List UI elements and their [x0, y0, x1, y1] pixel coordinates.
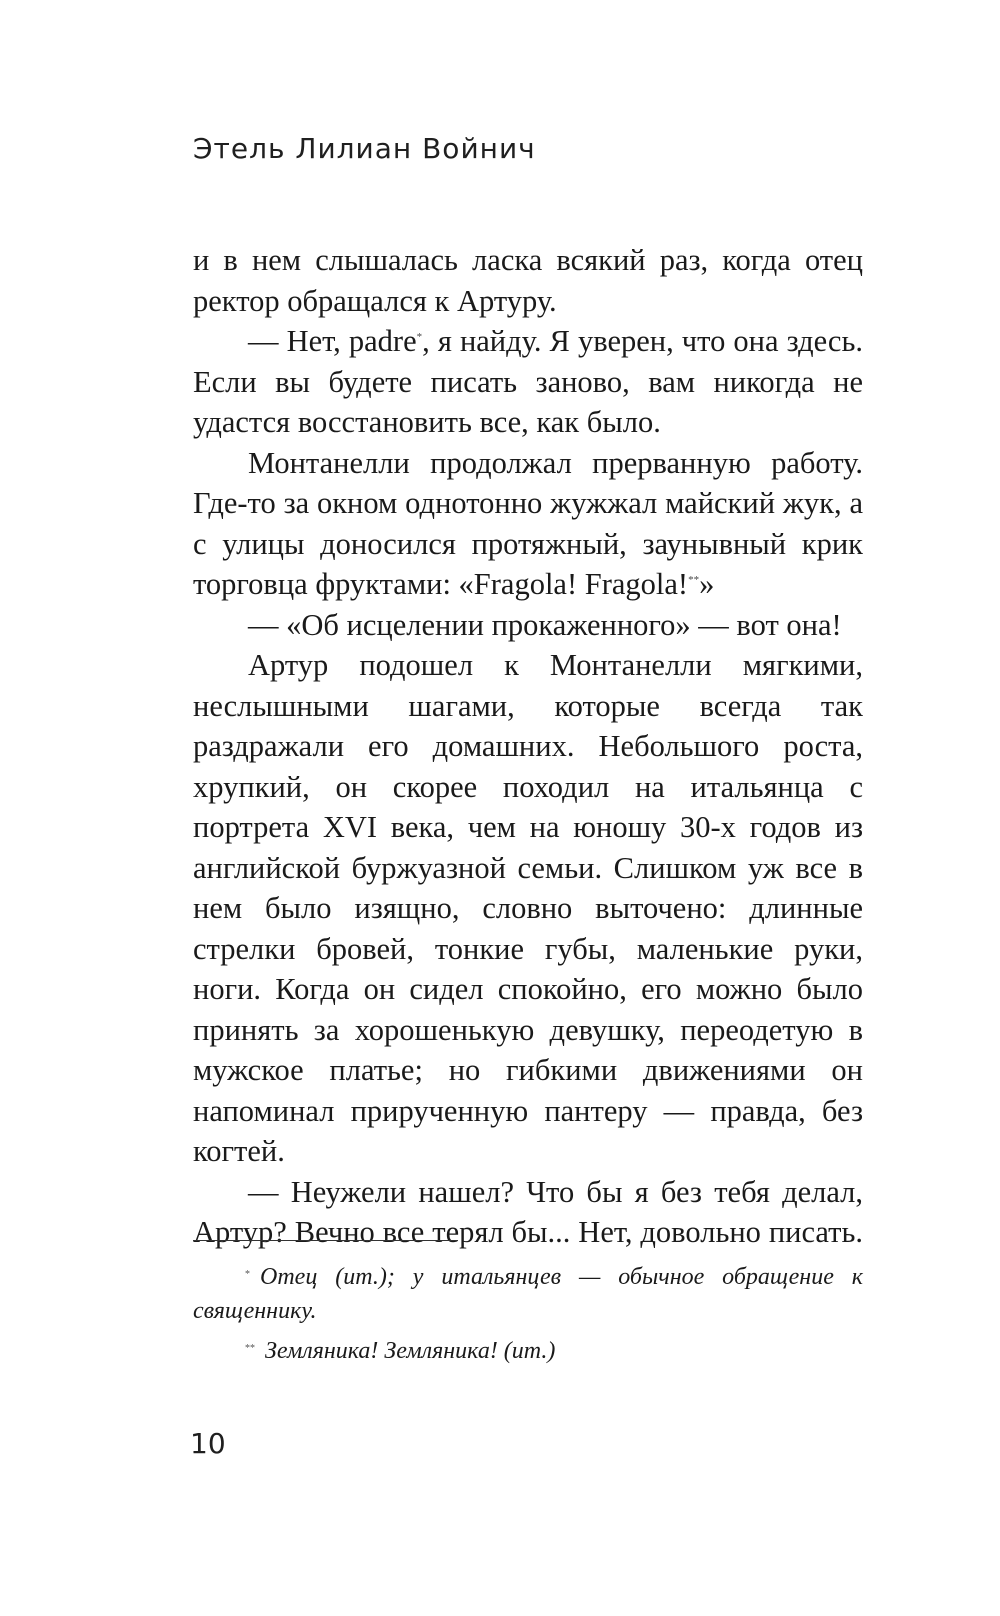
paragraph-4: — «Об исцелении прокаженного» — вот она! [248, 607, 842, 642]
paragraph-2-start: — Нет, padre [248, 324, 417, 358]
paragraph-1: и в нем слышалась ласка всякий раз, когда отец ректор обращался к Артуру. [193, 243, 863, 318]
paragraph-5: Артур подошел к Монтанелли мягкими, неслышными шагами, которые всегда так раздражали его домашних. Небольшого роста, хрупкий, он скорее походил на итальянца с портрета XVI века, чем на юношу 30-х годов из английской буржуазной семьи. Слишком уж все в нем было изящно, словно выточено: длинные стрелки бровей, тонкие губы, маленькие руки, ноги. Когда он сидел спокойно, его можно было принять за хорошенькую девушку, переодетую в мужское платье; но гибкими движениями он напоминал прирученную пантеру — правда, без когтей. [193, 648, 863, 1168]
footnote-1-text: Отец (ит.); у итальянцев — обычное обращение к священнику. [193, 1264, 863, 1324]
footnote-marker-1[interactable]: * [416, 331, 423, 343]
footnote-divider [193, 1240, 458, 1241]
footnote-1-marker: * [245, 1269, 250, 1280]
footnote-2-text: Земляника! Земляника! (ит.) [265, 1338, 556, 1364]
paragraph-2-end: , я найду. Я уверен, что она здесь. Если вы будете писать заново, вам никогда не удастся восстановить все, как было. [193, 324, 863, 439]
footnote-2 [193, 1334, 863, 1368]
main-text [193, 240, 863, 1253]
footnote-marker-2[interactable]: ** [688, 574, 700, 586]
running-head-author: Этель Лилиан Войнич [193, 132, 536, 165]
paragraph-3-end: » [699, 567, 715, 601]
paragraph-3 [193, 443, 863, 605]
paragraph-2 [193, 321, 863, 443]
footnote-2-marker: ** [245, 1343, 255, 1354]
paragraph-6: — Неужели нашел? Что бы я без тебя делал, Артур? Вечно все терял бы... Нет, довольно писать. [193, 1174, 863, 1249]
paragraph-3-start: Монтанелли продолжал прерванную работу. Где-то за окном однотонно жужжал майский жук, а с улицы доносился протяжный, заунывный крик торговца фруктами: «Fragola! Fragola! [193, 445, 863, 601]
page-number: 10 [190, 1427, 226, 1460]
footnotes [193, 1260, 863, 1374]
footnote-1 [193, 1260, 863, 1328]
